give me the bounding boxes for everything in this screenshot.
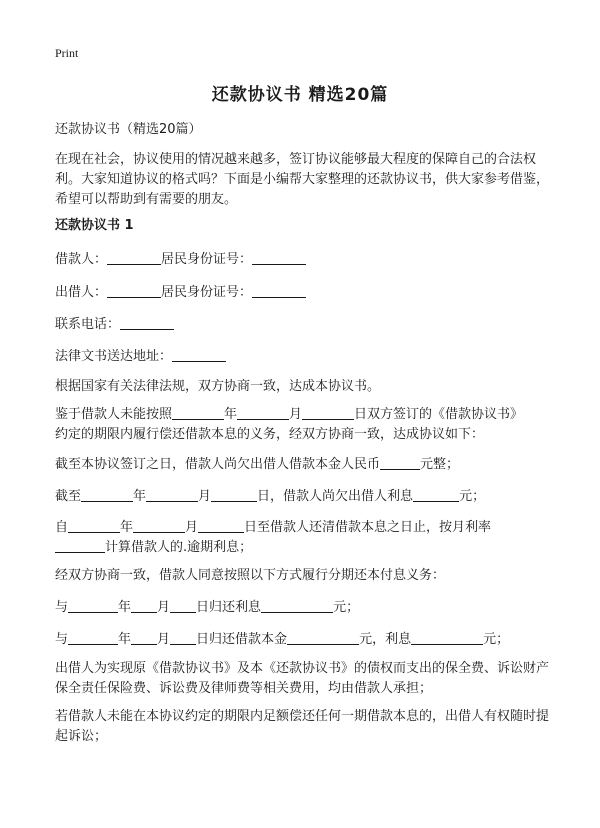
rate-paragraph: [55, 518, 555, 558]
blank-field: [68, 598, 118, 613]
text-span: 年: [118, 632, 132, 647]
phone-line: [55, 315, 555, 335]
text-span: 元，利息: [359, 632, 412, 647]
text-span: 元；: [459, 489, 486, 504]
blank-field: [133, 518, 185, 533]
blank-field: [237, 405, 289, 420]
id-label: 居民身份证号：: [161, 285, 253, 300]
owed-principal-paragraph: [55, 455, 555, 475]
blank-field: [172, 347, 226, 362]
text-span: 与: [55, 600, 69, 615]
text-span: 元；: [483, 632, 510, 647]
section-title: 还款协议书 1: [55, 218, 134, 233]
borrower-label: 借款人：: [55, 252, 108, 267]
given-paragraph: [55, 405, 555, 445]
text-span: 自: [55, 520, 69, 535]
id-label: 居民身份证号：: [161, 252, 253, 267]
text-span: 截至本协议签订之日，借款人尚欠出借人借款本金人民币: [55, 457, 381, 472]
lender-label: 出借人：: [55, 285, 108, 300]
blank-field: [68, 630, 118, 645]
legal-basis-paragraph: 根据国家有关法律法规，双方协商一致，达成本协议书。: [55, 379, 381, 394]
blank-field: [302, 405, 354, 420]
blank-field: [146, 487, 198, 502]
text-span: 月: [289, 407, 303, 422]
text-span: 日，借款人尚欠出借人利息: [257, 489, 414, 504]
document-subtitle: 还款协议书（精选20篇）: [55, 122, 202, 137]
blank-field: [261, 598, 333, 613]
blank-field: [81, 487, 133, 502]
blank-field: [170, 630, 196, 645]
text-span: 月: [198, 489, 212, 504]
document-title: 还款协议书 精选20篇: [211, 85, 389, 105]
blank-field: [120, 315, 174, 330]
blank-field: [198, 518, 244, 533]
blank-field: [55, 538, 105, 553]
installment-intro: 经双方协商一致，借款人同意按照以下方式履行分期还本付息义务：: [55, 568, 446, 583]
blank-field: [131, 630, 157, 645]
blank-field: [287, 630, 359, 645]
installment-line-2: [55, 630, 555, 650]
print-label: Print: [55, 46, 79, 60]
blank-field: [107, 250, 161, 265]
blank-field: [252, 283, 306, 298]
borrower-line: [55, 250, 555, 270]
text-span: 日至借款人还清借款本息之日止，按月利率: [244, 520, 492, 535]
blank-field: [107, 283, 161, 298]
blank-field: [211, 487, 257, 502]
breach-paragraph: 若借款人未能在本协议约定的期限内足额偿还任何一期借款本息的，出借人有权随时提起诉讼；: [55, 709, 550, 744]
text-span: 年: [118, 600, 132, 615]
text-span: 日双方签订的《借款协议书》: [354, 407, 524, 422]
owed-interest-paragraph: [55, 487, 555, 507]
blank-field: [131, 598, 157, 613]
text-span: 年: [120, 520, 134, 535]
installment-line-1: [55, 598, 555, 618]
blank-field: [380, 455, 420, 470]
blank-field: [172, 405, 224, 420]
text-span: 与: [55, 632, 69, 647]
text-span: 年: [133, 489, 147, 504]
text-span: 月: [157, 600, 171, 615]
phone-label: 联系电话：: [55, 317, 121, 332]
text-span: 年: [224, 407, 238, 422]
text-span: 约定的期限内履行偿还借款本息的义务，经双方协商一致，达成协议如下：: [55, 427, 485, 442]
text-span: 鉴于借款人未能按照: [55, 407, 173, 422]
text-span: 元整；: [420, 457, 460, 472]
text-span: 月: [157, 632, 171, 647]
text-span: 日归还借款本金: [196, 632, 288, 647]
text-span: 月: [185, 520, 199, 535]
address-label: 法律文书送达地址：: [55, 349, 173, 364]
blank-field: [411, 630, 483, 645]
text-span: 计算借款人的.逾期利息；: [105, 540, 253, 555]
text-span: 截至: [55, 489, 82, 504]
blank-field: [170, 598, 196, 613]
fees-paragraph: 出借人为实现原《借款协议书》及本《还款协议书》的债权而支出的保全费、诉讼财产保全责任保险费、诉讼费及律师费等相关费用，均由借款人承担；: [55, 661, 550, 696]
text-span: 日归还利息: [196, 600, 262, 615]
blank-field: [68, 518, 120, 533]
address-line: [55, 347, 555, 367]
blank-field: [413, 487, 459, 502]
text-span: 元；: [333, 600, 360, 615]
intro-paragraph: 在现在社会，协议使用的情况越来越多，签订协议能够最大程度的保障自己的合法权利。大家知道协议的格式吗？下面是小编帮大家整理的还款协议书，供大家参考借鉴，希望可以帮助到有需要的朋友。: [55, 152, 550, 207]
lender-line: [55, 283, 555, 303]
blank-field: [252, 250, 306, 265]
